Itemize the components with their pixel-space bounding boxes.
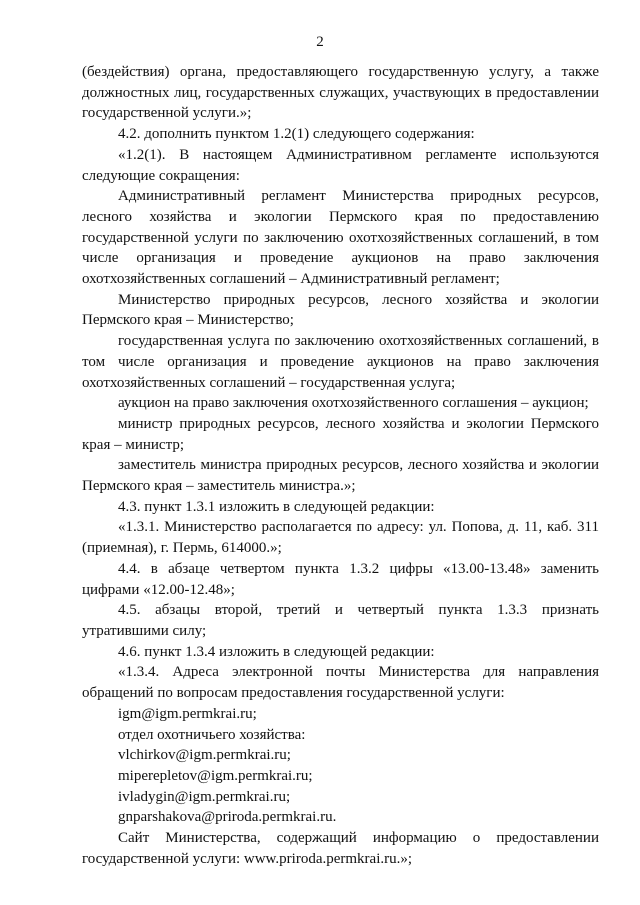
paragraph: 4.2. дополнить пунктом 1.2(1) следующего содержания:	[118, 126, 475, 143]
paragraph: (бездействия) органа, предоставляющего государственную услугу, а также должностных лиц, государственных служащих, участвующих в предоставлении государственной услуги.»;	[82, 64, 599, 122]
email-line: miperepletov@igm.permkrai.ru;	[118, 767, 313, 784]
paragraph: заместитель министра природных ресурсов, лесного хозяйства и экологии Пермского края – заместитель министра.»;	[82, 457, 599, 495]
email-line: vlchirkov@igm.permkrai.ru;	[118, 747, 291, 764]
document-body	[82, 62, 599, 869]
paragraph: Административный регламент Министерства природных ресурсов, лесного хозяйства и экологии Пермского края по предоставлению государственной услуги по заключению охотхозяйственных соглашений, в том числе организация и проведение аукционов на право заключения охотхозяйственных соглашений – Административный регламент;	[82, 188, 599, 288]
paragraph: «1.3.1. Министерство располагается по адресу: ул. Попова, д. 11, каб. 311 (приемная), г. Пермь, 614000.»;	[82, 519, 599, 557]
paragraph: 4.5. абзацы второй, третий и четвертый пункта 1.3.3 признать утратившими силу;	[82, 602, 599, 639]
paragraph: государственная услуга по заключению охотхозяйственных соглашений, в том числе организация и проведение аукционов на право заключения охотхозяйственных соглашений – государственная услуга;	[82, 333, 599, 391]
paragraph: Сайт Министерства, содержащий информацию о предоставлении государственной услуги: www.priroda.permkrai.ru.»;	[82, 830, 599, 867]
paragraph: «1.3.4. Адреса электронной почты Министерства для направления обращений по вопросам предоставления государственной услуги:	[82, 664, 599, 702]
paragraph: аукцион на право заключения охотхозяйственного соглашения – аукцион;	[118, 395, 589, 412]
page-number: 2	[316, 34, 324, 50]
paragraph: министр природных ресурсов, лесного хозяйства и экологии Пермского края – министр;	[82, 415, 599, 453]
paragraph: 4.3. пункт 1.3.1 изложить в следующей редакции:	[118, 498, 435, 515]
paragraph: 4.4. в абзаце четвертом пункта 1.3.2 цифры «13.00-13.48» заменить цифрами «12.00-12.48»;	[82, 560, 599, 598]
paragraph: отдел охотничьего хозяйства:	[118, 726, 306, 743]
email-line: ivladygin@igm.permkrai.ru;	[118, 788, 291, 805]
paragraph: «1.2(1). В настоящем Административном регламенте используются следующие сокращения:	[82, 146, 599, 184]
paragraph: 4.6. пункт 1.3.4 изложить в следующей редакции:	[118, 643, 435, 660]
email-line: gnparshakova@priroda.permkrai.ru.	[118, 809, 337, 826]
email-line: igm@igm.permkrai.ru;	[118, 705, 257, 722]
paragraph: Министерство природных ресурсов, лесного хозяйства и экологии Пермского края – Министерство;	[82, 291, 599, 329]
